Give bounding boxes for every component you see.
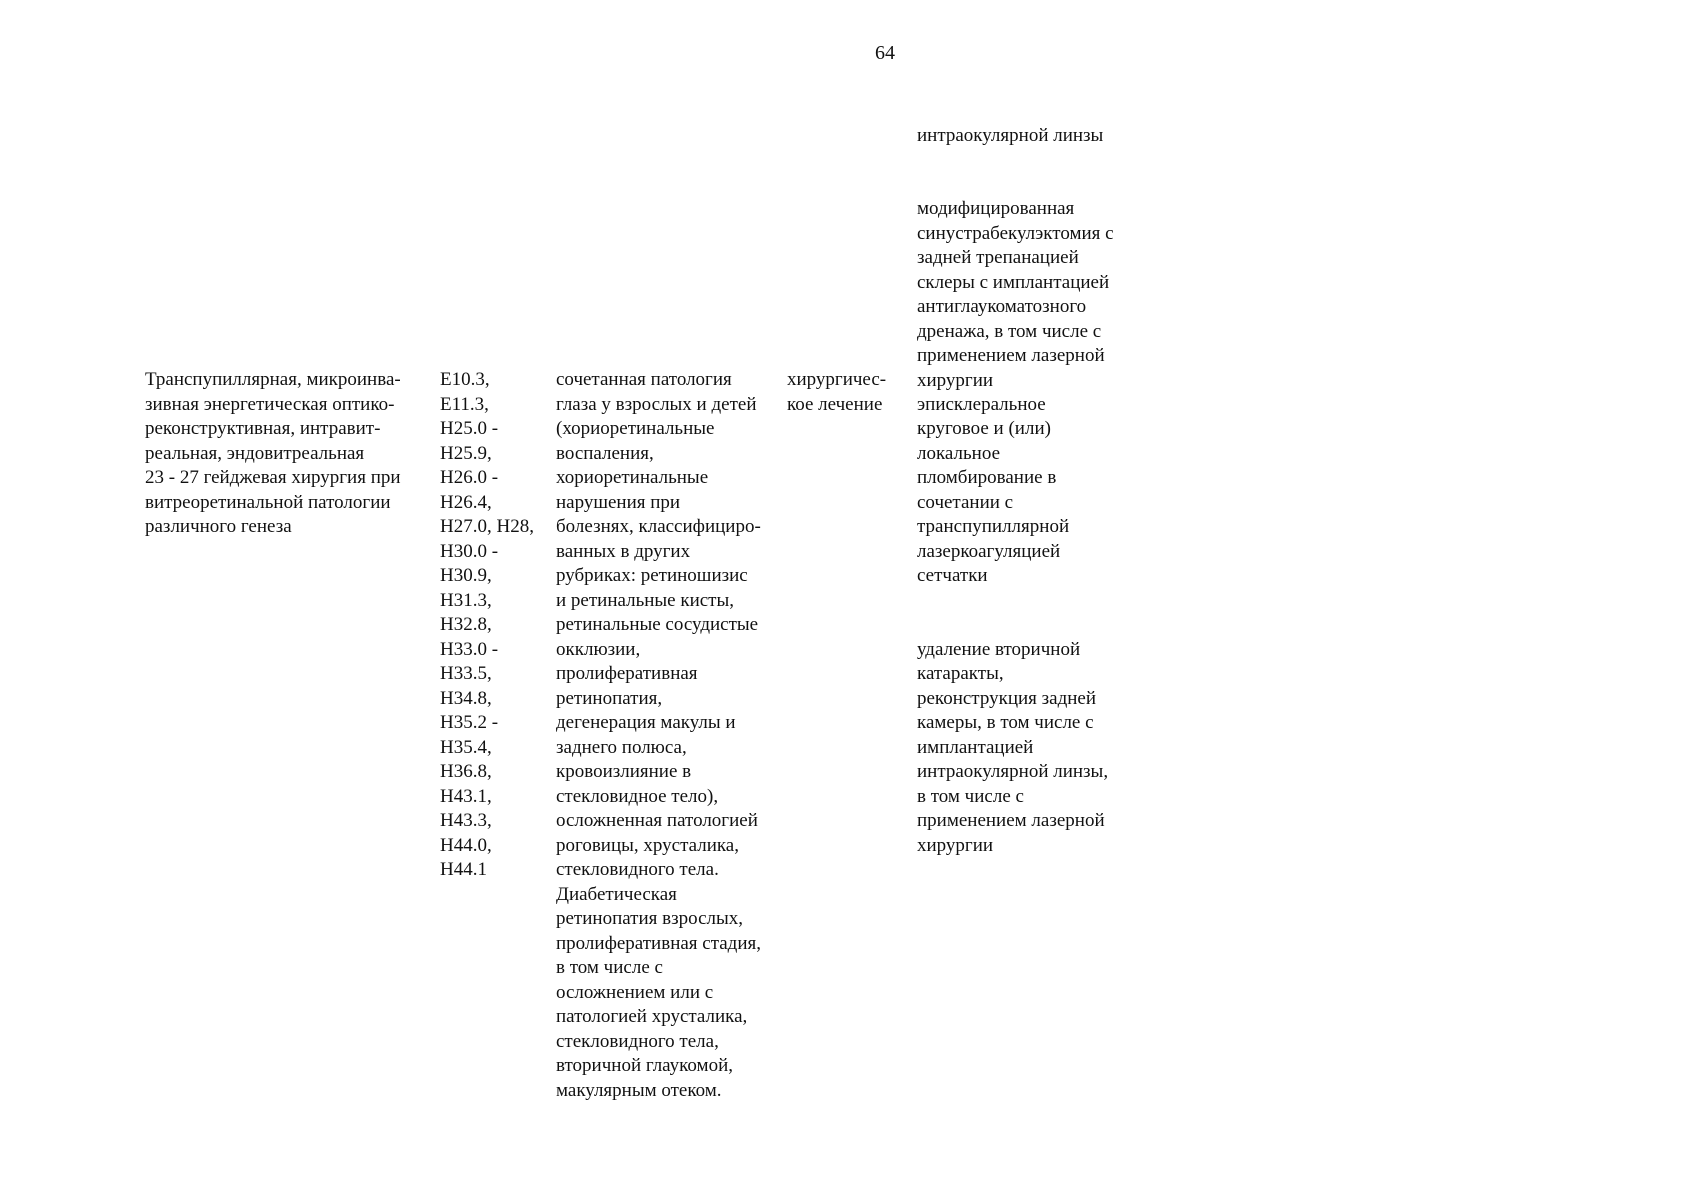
treatment-type-cell: хирургичес- кое лечение: [787, 369, 887, 415]
intervention-name-cell: Транспупиллярная, микроинва- зивная энергетическая оптико- реконструктивная, интравит- реальная, эндовитреальная 23 - 27 гейджевая хирургия при витреоретинальной патологии различного генеза: [145, 369, 401, 537]
page-number: 64: [875, 42, 895, 64]
method-text: интраокулярной линзы: [917, 124, 1104, 146]
methods-cell: [917, 368, 1147, 883]
method-text: удаление вторичной катаракты, реконструкция задней камеры, в том числе с имплантацией интраокулярной линзы, в том числе с применением лазерной хирургии: [917, 638, 1109, 856]
icd-codes-cell: E10.3, E11.3, H25.0 - H25.9, H26.0 - H26.4, H27.0, H28, H30.0 - H30.9, H31.3, H32.8, H33.0 - H33.5, H34.8, H35.2 - H35.4, H36.8, H43.1, H43.3, H44.0, H44.1: [440, 369, 534, 880]
method-text: модифицированная синустрабекулэктомия с задней трепанацией склеры с имплантацией антиглаукоматозного дренажа, в том числе с применением лазерной хирургии: [917, 198, 1114, 391]
pathology-cell: сочетанная патология глаза у взрослых и детей (хориоретинальные воспаления, хориоретинальные нарушения при болезнях, классифициро- ванных в других рубриках: ретиношизис и ретинальные кисты, ретинальные сосудистые окклюзии, пролиферативная ретинопатия, дегенерация макулы и заднего полюса, кровоизлияние в стекловидное тело), осложненная патологией роговицы, хрусталика, стекловидного тела. Диабетическая ретинопатия взрослых, пролиферативная стадия, в том числе с осложнением или с патологией хрусталика, стекловидного тела, вторичной глаукомой, макулярным отеком.: [556, 369, 762, 1101]
method-text: эписклеральное круговое и (или) локальное пломбирование в сочетании с транспупиллярной лазеркоагуляцией сетчатки: [917, 393, 1070, 586]
